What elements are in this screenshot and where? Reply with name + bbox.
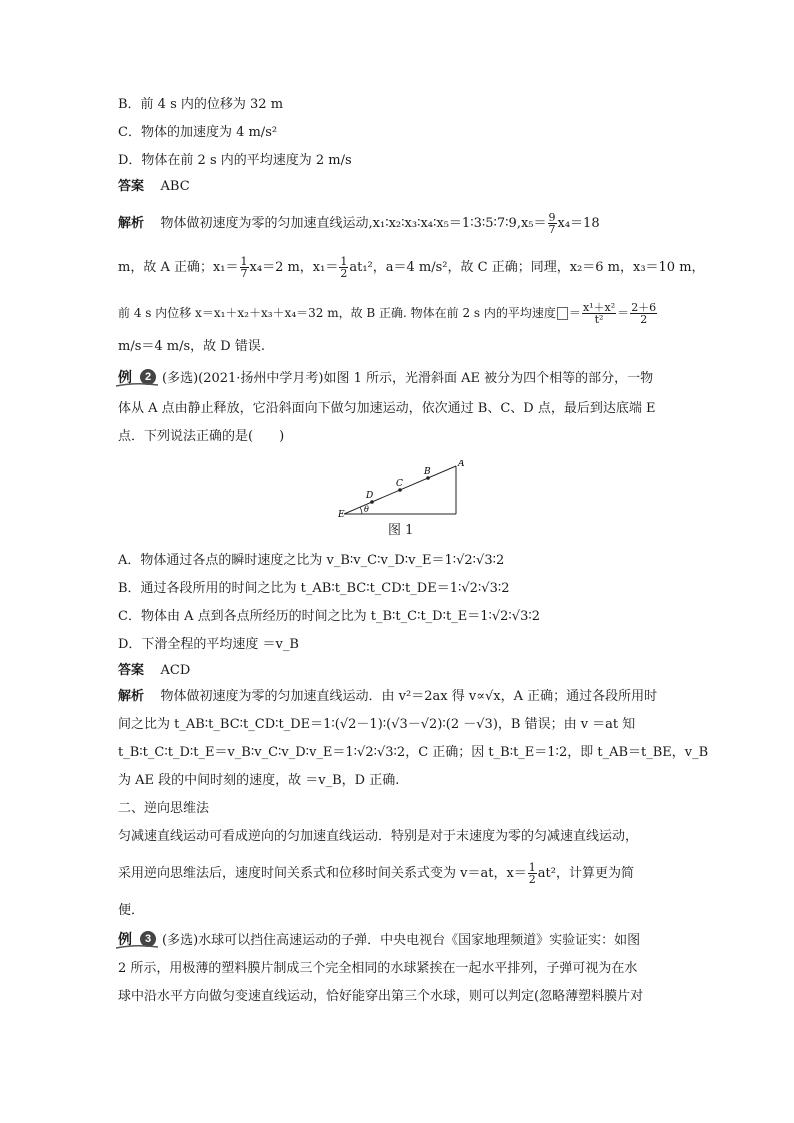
ex3-stem-line2: 2 所示，用极薄的塑料膜片制成三个完全相同的水球紧挨在一起水平排列，子弹可视为在水 [118,961,638,976]
ex2-stem-line1: (多选)(2021·扬州中学月考)如图 1 所示，光滑斜面 AE 被分为四个相等的部分，一物 [162,371,654,386]
placeholder-glyph [557,307,568,320]
section-para-line1: 匀减速直线运动可看成逆向的匀加速直线运动．特别是对于末速度为零的匀减速直线运动， [118,829,639,844]
figure-caption: 图 1 [388,523,414,538]
analysis-label: 解析 [118,216,145,231]
ex2-option-b: B．通过各段所用的时间之比为 t_AB∶t_BC∶t_CD∶t_DE＝1∶√2∶√3∶2 [118,581,510,596]
label-A: A [458,460,465,469]
q1-option-b: B．前 4 s 内的位移为 32 m [118,97,284,112]
ex2-option-a: A．物体通过各点的瞬时速度之比为 v_B∶v_C∶v_D∶v_E＝1∶√2∶√3∶2 [118,553,505,568]
ex2-option-c: C．物体由 A 点到各点所经历的时间之比为 t_B∶t_C∶t_D∶t_E＝1∶√2∶√3∶2 [118,609,540,624]
q1-analysis-line4: m/s＝4 m/s，故 D 错误. [118,339,265,354]
fraction: $\frac{1}{2}$ [340,255,348,280]
label-B: B [424,467,431,477]
answer-label: 答案 [118,179,145,194]
section-para-line2: 采用逆向思维法后，速度时间关系式和位移时间关系式变为 v＝at，x＝ $\frac{1}{2}$ at²，计算更为简 [118,861,634,886]
fraction: $\frac{2+6}{2}$ [631,301,657,326]
swoosh-icon [116,382,158,388]
swoosh-icon [116,944,158,950]
answer-value: ACD [160,663,191,678]
ex3-stem-line1: (多选)水球可以挡住高速运动的子弹．中央电视台《国家地理频道》实验证实：如图 [162,933,641,948]
q1-answer [118,178,190,196]
q1-option-c: C．物体的加速度为 4 m/s² [118,125,278,140]
answer-label: 答案 [118,663,145,678]
q1-option-d: D．物体在前 2 s 内的平均速度为 2 m/s [118,153,352,168]
ex2-analysis-line4: 为 AE 段的中间时刻的速度，故 ＝v_B，D 正确. [118,773,400,788]
section-heading: 二、逆向思维法 [118,801,210,816]
q1-analysis-line3: 前 4 s 内位移 x＝x₁＋x₂＋x₃＋x₄＝32 m，故 B 正确. 物体在前 2 s 内的平均速度 ＝ $\frac{\text{x¹＋x²}}{\text{t²}}$ ＝ $\frac{2+6}{2}$ [118,301,657,326]
section-para-line3: 便． [118,903,145,918]
ex2-option-d: D．下滑全程的平均速度 ＝v_B [118,637,299,652]
ex2-analysis-line3: t_B∶t_C∶t_D∶t_E＝v_B∶v_C∶v_D∶v_E＝1∶√2∶√3∶2，C 正确；因 t_B∶t_E＝1∶2，即 t_AB＝t_BE，v_B [118,745,709,760]
fraction: $\frac{9}{7}$ [548,211,556,236]
label-D: D [366,491,374,501]
ex2-analysis-line1: 解析 物体做初速度为零的匀加速直线运动．由 v²＝2ax 得 v∝√x，A 正确；通过各段所用时 [118,689,658,704]
fraction: $\frac{1}{2}$ [528,861,536,886]
ex2-answer [118,662,190,680]
example-badge-2: 例 2 [118,368,158,386]
q1-analysis-line2: m，故 A 正确；x₁＝ $\frac{1}{7}$ x₄＝2 m，x₁＝ $\frac{1}{2}$ at₁²，a＝4 m/s²，故 C 正确；同理，x₂＝6 m，x₃＝10 m， [118,255,705,280]
ex3-stem-line3: 球中沿水平方向做匀变速直线运动，恰好能穿出第三个水球，则可以判定(忽略薄塑料膜片对 [118,989,644,1004]
fraction: $\frac{1}{7}$ [240,255,248,280]
ex2-stem-line3: 点．下列说法正确的是( ) [118,429,285,444]
q1-analysis-line1: 解析 物体做初速度为零的匀加速直线运动,x₁∶x₂∶x₃∶x₄∶x₅＝1∶3∶5∶7∶9,x₅＝ $\frac{9}{7}$ x₄＝18 [118,211,600,236]
label-C: C [396,479,403,489]
label-theta: θ [364,505,369,514]
answer-value: ABC [160,179,190,194]
example-badge-3: 例 3 [118,930,158,948]
label-E: E [338,510,345,520]
analysis-label: 解析 [118,689,145,704]
analysis-text: 物体做初速度为零的匀加速直线运动,x₁∶x₂∶x₃∶x₄∶x₅＝1∶3∶5∶7∶9,x₅＝ [160,216,547,231]
ex2-stem-line2: 体从 A 点由静止释放，它沿斜面向下做匀加速运动，依次通过 B、C、D 点，最后到达底端 E [118,401,656,416]
ex2-analysis-line2: 间之比为 t_AB∶t_BC∶t_CD∶t_DE＝1∶(√2－1)∶(√3－√2)∶(2 －√3)，B 错误；由 v ＝at 知 [118,717,636,732]
incline-figure [338,460,468,520]
fraction: $\frac{\text{x¹＋x²}}{\text{t²}}$ [582,301,616,326]
